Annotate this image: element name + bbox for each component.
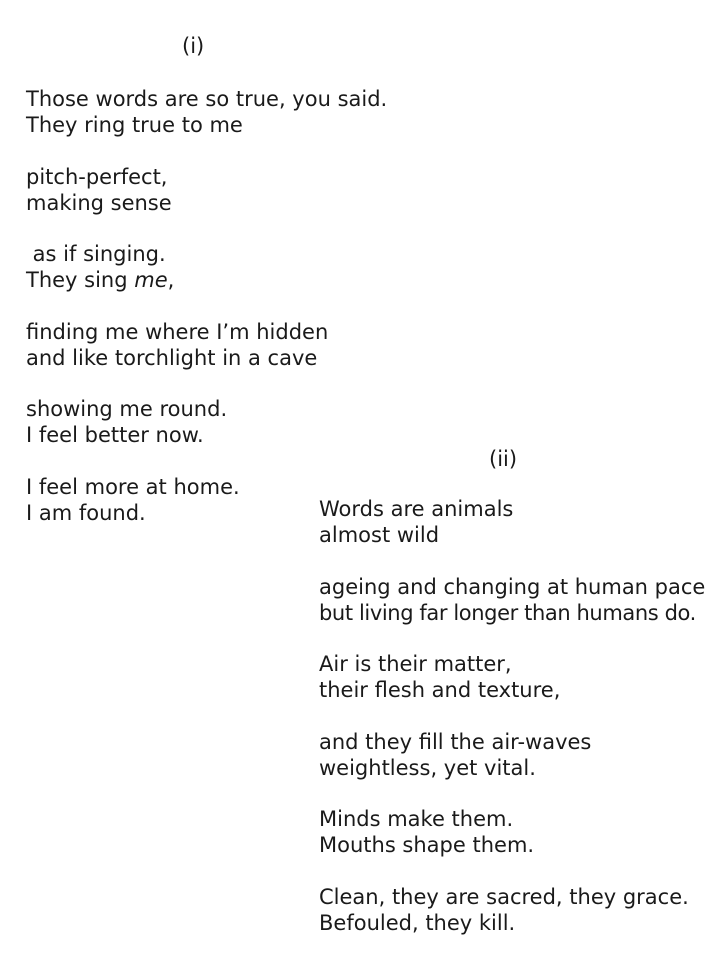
poem-line: Those words are so true, you said. — [26, 87, 388, 111]
poem-line: their flesh and texture, — [319, 678, 561, 702]
poem-i-stanza-2 — [26, 164, 387, 216]
poem-line: Befouled, they kill. — [319, 910, 516, 935]
poem-i-stanza-3 — [26, 241, 387, 293]
poem-line: and like torchlight in a cave — [26, 345, 318, 370]
poem-line: Clean, they are sacred, they grace. — [319, 884, 689, 909]
poem-ii-stanza-1 — [319, 496, 705, 548]
poem-line: Minds make them. — [319, 807, 514, 831]
poem-line-text: , — [167, 268, 175, 292]
poem-line-text: They sing — [26, 268, 135, 292]
poem-line: pitch-perfect, — [26, 164, 168, 189]
poem-line: Words are animals — [319, 497, 514, 521]
poem-ii-stanza-3 — [319, 651, 705, 703]
poem-ii — [319, 496, 705, 961]
poem-ii-stanza-4 — [319, 729, 705, 781]
poem-ii-label: (ii) — [489, 447, 518, 471]
poem-line: Air is their matter, — [319, 652, 512, 676]
poem-line: They ring true to me — [26, 113, 243, 137]
poem-i-stanza-1 — [26, 86, 387, 138]
poem-line: ageing and changing at human pace — [319, 574, 706, 599]
poem-i — [26, 86, 387, 551]
poem-ii-stanza-6 — [319, 884, 705, 936]
poem-i-stanza-4 — [26, 319, 387, 371]
poem-line: as if singing. — [26, 242, 166, 266]
poem-line: and they fill the air-waves — [319, 729, 592, 754]
poem-line: making sense — [26, 190, 172, 215]
poem-line: I am found. — [26, 500, 146, 525]
poem-line: I feel better now. — [26, 423, 204, 447]
poem-line: showing me round. — [26, 397, 228, 421]
poem-line: weightless, yet vital. — [319, 755, 536, 780]
poem-line: almost wild — [319, 523, 440, 547]
emphasized-word: me — [134, 268, 168, 292]
poem-line: but living far longer than humans do. — [319, 600, 696, 625]
poem-ii-stanza-5 — [319, 806, 705, 858]
poem-i-label: (i) — [182, 34, 205, 58]
poem-ii-stanza-2 — [319, 574, 705, 626]
poem-i-stanza-5 — [26, 396, 387, 448]
poem-line: Mouths shape them. — [319, 833, 535, 857]
poem-line — [26, 267, 387, 293]
poem-line: finding me where I’m hidden — [26, 319, 329, 344]
poem-line: I feel more at home. — [26, 474, 240, 499]
